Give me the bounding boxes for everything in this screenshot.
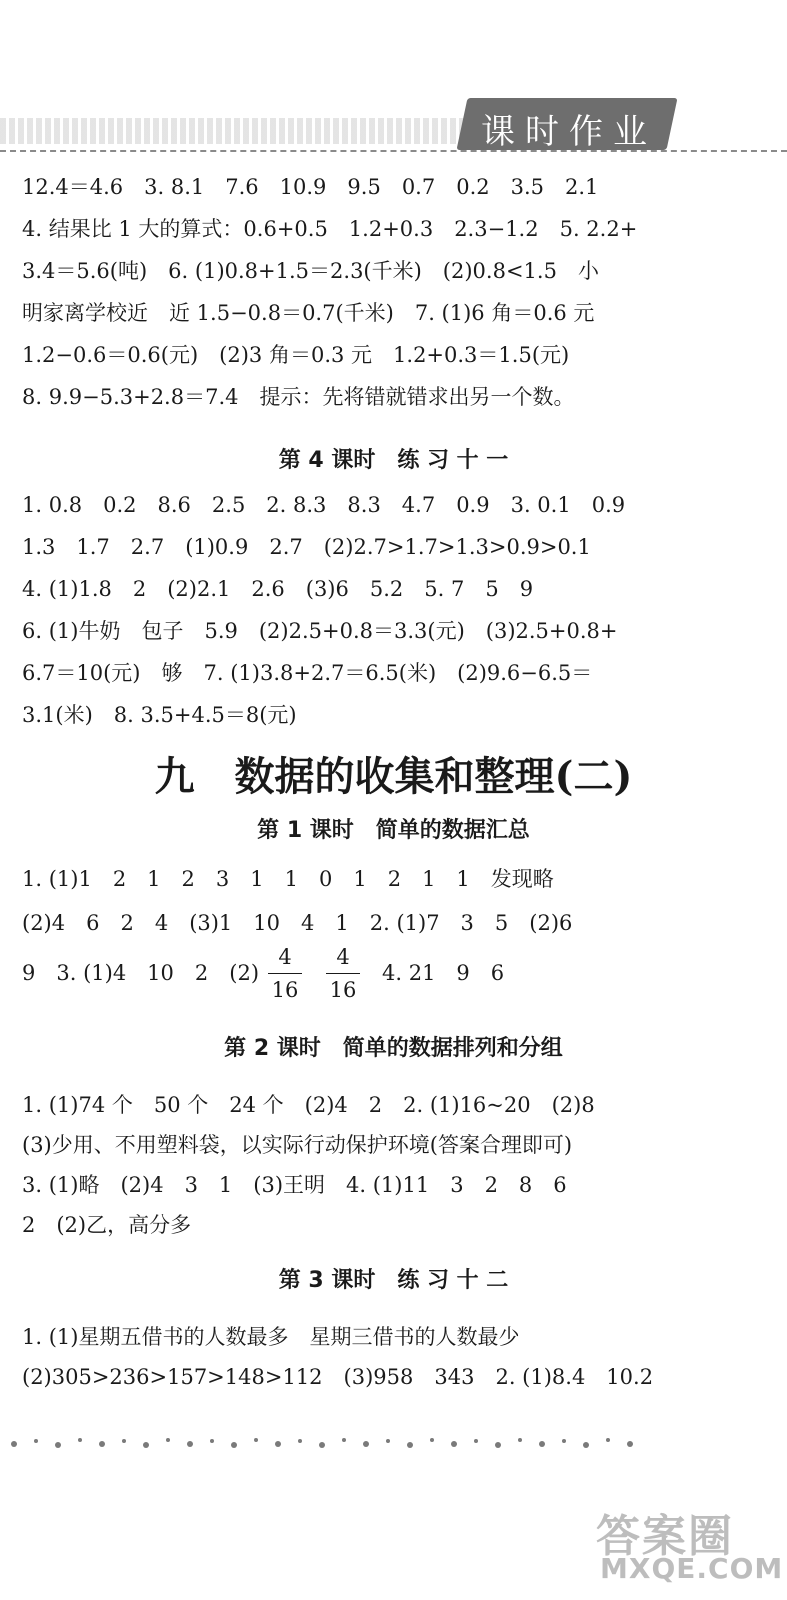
header-title: 课时作业 bbox=[481, 112, 658, 152]
answer-line: (3)少用、不用塑料袋，以实际行动保护环境(答案合理即可) bbox=[22, 1133, 573, 1157]
answer-line: 6. (1)牛奶 包子 5.9 (2)2.5+0.8＝3.3(元) (3)2.5+0.8+ bbox=[22, 619, 618, 643]
answer-line: 1.3 1.7 2.7 (1)0.9 2.7 (2)2.7>1.7>1.3>0.9>0.1 bbox=[22, 535, 591, 559]
fraction bbox=[326, 943, 360, 1004]
fraction-bar bbox=[326, 973, 360, 974]
answer-line: 2 (2)乙，高分多 bbox=[22, 1213, 192, 1237]
answer-line: (2)305>236>157>148>112 (3)958 343 2. (1)8.4 10.2 bbox=[22, 1365, 654, 1389]
watermark-text: 答案圈 bbox=[596, 1511, 734, 1562]
answer-line: 3.1(米) 8. 3.5+4.5＝8(元) bbox=[22, 703, 297, 727]
answer-line: 明家离学校近 近 1.5−0.8＝0.7(千米) 7. (1)6 角＝0.6 元 bbox=[22, 301, 595, 325]
lesson-heading: 第 1 课时 简单的数据汇总 bbox=[257, 818, 530, 843]
answer-line: 1. (1)74 个 50 个 24 个 (2)4 2 2. (1)16~20 (2)8 bbox=[22, 1093, 595, 1117]
chapter-title: 九 数据的收集和整理(二) bbox=[154, 753, 633, 800]
answer-line: 3. (1)略 (2)4 3 1 (3)王明 4. (1)11 3 2 8 6 bbox=[22, 1173, 567, 1197]
answer-line: (2)4 6 2 4 (3)1 10 4 1 2. (1)7 3 5 (2)6 bbox=[22, 911, 573, 935]
fraction-numerator: 4 bbox=[278, 945, 292, 969]
answer-line: 1. (1)1 2 1 2 3 1 1 0 1 2 1 1 发现略 bbox=[22, 867, 554, 891]
watermark-domain: MXQE.COM bbox=[600, 1552, 784, 1585]
header-rule bbox=[0, 150, 787, 152]
answer-line: 1. 0.8 0.2 8.6 2.5 2. 8.3 8.3 4.7 0.9 3. 0.1 0.9 bbox=[22, 493, 626, 517]
answer-line: 6.7＝10(元) 够 7. (1)3.8+2.7＝6.5(米) (2)9.6−6.5＝ bbox=[22, 661, 593, 685]
fraction-bar bbox=[268, 973, 302, 974]
answer-line: 4. 结果比 1 大的算式：0.6+0.5 1.2+0.3 2.3−1.2 5. 2.2+ bbox=[22, 217, 638, 241]
answer-line: 9 3. (1)4 10 2 (2) bbox=[22, 961, 260, 985]
answer-line: 1.2−0.6＝0.6(元) (2)3 角＝0.3 元 1.2+0.3＝1.5(元) bbox=[22, 343, 570, 367]
answer-line-tail: 4. 21 9 6 bbox=[382, 961, 505, 985]
lesson-heading: 第 3 课时 练 习 十 二 bbox=[278, 1268, 509, 1293]
fraction-denominator: 16 bbox=[329, 978, 357, 1002]
fraction-denominator: 16 bbox=[271, 978, 299, 1002]
watermark-logo bbox=[596, 1500, 784, 1590]
fraction-numerator: 4 bbox=[336, 945, 350, 969]
answer-line: 1. (1)星期五借书的人数最多 星期三借书的人数最少 bbox=[22, 1325, 520, 1349]
footer-dot-decoration bbox=[6, 1432, 646, 1454]
header-title-tab bbox=[456, 98, 677, 150]
lesson-heading: 第 4 课时 练 习 十 一 bbox=[278, 448, 509, 473]
lesson-heading: 第 2 课时 简单的数据排列和分组 bbox=[224, 1036, 563, 1061]
answer-line: 3.4＝5.6(吨) 6. (1)0.8+1.5＝2.3(千米) (2)0.8<1.5 小 bbox=[22, 259, 599, 283]
fraction bbox=[268, 943, 302, 1004]
answer-line: 8. 9.9−5.3+2.8＝7.4 提示：先将错就错求出另一个数。 bbox=[22, 385, 575, 409]
answer-line: 12.4＝4.6 3. 8.1 7.6 10.9 9.5 0.7 0.2 3.5 2.1 bbox=[22, 175, 599, 199]
answer-line: 4. (1)1.8 2 (2)2.1 2.6 (3)6 5.2 5. 7 5 9 bbox=[22, 577, 534, 601]
